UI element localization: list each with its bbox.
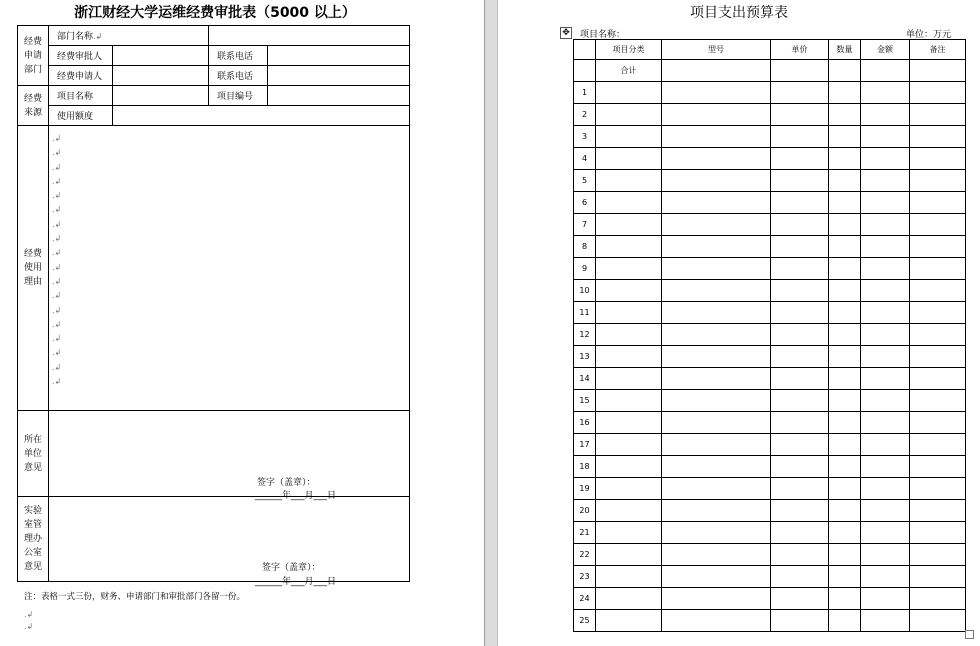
budget-row (574, 324, 966, 346)
budget-cell[interactable] (910, 258, 966, 280)
budget-cell[interactable] (771, 346, 829, 368)
budget-cell[interactable] (829, 434, 861, 456)
budget-row (574, 82, 966, 104)
budget-cell[interactable] (829, 192, 861, 214)
budget-cell[interactable] (596, 302, 662, 324)
budget-cell[interactable] (861, 280, 910, 302)
budget-cell[interactable] (829, 214, 861, 236)
budget-cell[interactable] (596, 456, 662, 478)
budget-cell[interactable] (662, 104, 771, 126)
budget-row-number: 21 (574, 522, 596, 544)
budget-cell[interactable] (771, 500, 829, 522)
budget-cell[interactable] (596, 390, 662, 412)
budget-row (574, 500, 966, 522)
budget-cell[interactable] (662, 236, 771, 258)
amount-field[interactable] (113, 106, 410, 126)
budget-header-cell: 备注 (910, 40, 966, 60)
budget-cell[interactable] (861, 544, 910, 566)
project-name-field[interactable] (113, 86, 209, 106)
budget-cell[interactable] (596, 500, 662, 522)
approval-form-table (17, 25, 410, 582)
budget-cell[interactable] (861, 500, 910, 522)
budget-total-index (574, 60, 596, 82)
budget-cell[interactable] (596, 478, 662, 500)
project-no-label: 项目编号 (209, 86, 268, 106)
budget-cell[interactable] (861, 148, 910, 170)
budget-header-index (574, 40, 596, 60)
budget-cell[interactable] (910, 434, 966, 456)
budget-cell[interactable] (861, 368, 910, 390)
budget-cell[interactable] (662, 566, 771, 588)
budget-cell[interactable] (771, 588, 829, 610)
budget-cell[interactable] (596, 346, 662, 368)
budget-row (574, 434, 966, 456)
budget-title: 项目支出预算表 (690, 5, 788, 21)
budget-cell[interactable] (829, 478, 861, 500)
budget-cell[interactable] (861, 566, 910, 588)
budget-row (574, 522, 966, 544)
budget-cell[interactable] (662, 324, 771, 346)
budget-cell[interactable] (910, 236, 966, 258)
budget-cell[interactable] (662, 478, 771, 500)
budget-cell[interactable] (861, 346, 910, 368)
budget-total-label: 合计 (596, 60, 662, 82)
budget-table (573, 39, 966, 632)
budget-cell[interactable] (910, 126, 966, 148)
budget-cell[interactable] (771, 368, 829, 390)
budget-row (574, 390, 966, 412)
budget-cell[interactable] (771, 302, 829, 324)
budget-cell[interactable] (662, 148, 771, 170)
budget-cell[interactable] (596, 566, 662, 588)
budget-cell[interactable] (910, 566, 966, 588)
budget-header-cell: 项目分类 (596, 40, 662, 60)
budget-row (574, 368, 966, 390)
budget-cell[interactable] (771, 412, 829, 434)
budget-cell[interactable] (861, 478, 910, 500)
budget-cell[interactable] (910, 104, 966, 126)
budget-cell[interactable] (829, 258, 861, 280)
budget-cell[interactable] (861, 324, 910, 346)
budget-cell[interactable] (910, 610, 966, 632)
budget-cell[interactable] (596, 214, 662, 236)
budget-cell[interactable] (771, 236, 829, 258)
budget-cell[interactable] (861, 170, 910, 192)
budget-cell[interactable] (829, 368, 861, 390)
budget-cell[interactable] (829, 280, 861, 302)
budget-cell[interactable] (662, 82, 771, 104)
budget-cell[interactable] (596, 324, 662, 346)
budget-cell[interactable] (861, 192, 910, 214)
budget-cell[interactable] (910, 544, 966, 566)
budget-cell[interactable] (910, 478, 966, 500)
budget-cell[interactable] (662, 500, 771, 522)
budget-total-row (574, 60, 966, 82)
budget-cell[interactable] (861, 258, 910, 280)
budget-row-number: 17 (574, 434, 596, 456)
budget-cell[interactable] (596, 588, 662, 610)
budget-row-number: 7 (574, 214, 596, 236)
budget-cell[interactable] (596, 236, 662, 258)
budget-row (574, 148, 966, 170)
budget-cell[interactable] (662, 126, 771, 148)
budget-cell[interactable] (910, 346, 966, 368)
budget-row (574, 126, 966, 148)
budget-cell[interactable] (596, 104, 662, 126)
budget-row-number: 2 (574, 104, 596, 126)
project-name-label: 项目名称 (49, 86, 113, 106)
reason-field[interactable] (49, 126, 410, 411)
budget-cell[interactable] (829, 610, 861, 632)
budget-cell[interactable] (771, 478, 829, 500)
unit-date-line: ______年___月___日 (255, 491, 337, 501)
budget-cell[interactable] (829, 346, 861, 368)
budget-row-number: 25 (574, 610, 596, 632)
budget-row (574, 456, 966, 478)
budget-header-cell: 单价 (771, 40, 829, 60)
budget-cell[interactable] (910, 588, 966, 610)
page-gutter (484, 0, 498, 646)
budget-cell[interactable] (910, 390, 966, 412)
budget-cell[interactable] (596, 412, 662, 434)
source-label: 经费来源 (18, 86, 49, 126)
budget-cell[interactable] (910, 82, 966, 104)
page-left: 浙江财经大学运维经费审批表（5000 以上） 经费申请部门 部门名称.↲ 经费审批人 联系电话 经费申请人 联系电话 经费来源 项目名称 项目编号 使用额度 经费使用理由 所在单位意见 实验室管理办公室意见 .↲ .↲ .↲ .↲ .↲ .↲ .↲ .↲ .↲ .↲ .↲ .↲ .↲ .↲ .↲ .↲ .↲ .↲ 签字（盖章）： ______年___月___日 签字（盖章）： ______年___月___日 注：表格一式三份，财务、申请部门和审批部门各留一份。 .↲ .↲ (0, 0, 484, 646)
budget-cell[interactable] (771, 126, 829, 148)
budget-cell[interactable] (829, 588, 861, 610)
budget-cell[interactable] (662, 280, 771, 302)
budget-cell[interactable] (662, 412, 771, 434)
budget-cell[interactable] (829, 82, 861, 104)
budget-row-number: 6 (574, 192, 596, 214)
budget-cell[interactable] (596, 368, 662, 390)
budget-cell[interactable] (771, 60, 829, 82)
budget-cell[interactable] (910, 368, 966, 390)
budget-cell[interactable] (662, 302, 771, 324)
budget-row (574, 170, 966, 192)
approver-label: 经费审批人 (49, 46, 113, 66)
budget-row-number: 20 (574, 500, 596, 522)
budget-cell[interactable] (829, 324, 861, 346)
budget-cell[interactable] (662, 544, 771, 566)
budget-cell[interactable] (771, 434, 829, 456)
budget-cell[interactable] (829, 456, 861, 478)
budget-row-number: 1 (574, 82, 596, 104)
budget-row (574, 280, 966, 302)
budget-row-number: 12 (574, 324, 596, 346)
budget-row-number: 24 (574, 588, 596, 610)
budget-row-number: 22 (574, 544, 596, 566)
budget-cell[interactable] (771, 456, 829, 478)
budget-cell[interactable] (771, 192, 829, 214)
unit-opinion-field[interactable] (49, 411, 410, 497)
unit-sign-label: 签字（盖章）： (257, 478, 316, 488)
budget-row-number: 16 (574, 412, 596, 434)
budget-cell[interactable] (771, 610, 829, 632)
budget-row (574, 478, 966, 500)
budget-row-number: 8 (574, 236, 596, 258)
unit-opinion-label: 所在单位意见 (18, 411, 49, 497)
budget-row (574, 258, 966, 280)
budget-cell[interactable] (861, 610, 910, 632)
budget-cell[interactable] (662, 170, 771, 192)
budget-row (574, 588, 966, 610)
budget-cell[interactable] (596, 82, 662, 104)
budget-cell[interactable] (596, 148, 662, 170)
budget-cell[interactable] (910, 192, 966, 214)
budget-cell[interactable] (910, 500, 966, 522)
budget-cell[interactable] (771, 214, 829, 236)
budget-cell[interactable] (662, 346, 771, 368)
budget-cell[interactable] (771, 324, 829, 346)
budget-row (574, 236, 966, 258)
budget-row (574, 544, 966, 566)
project-no-field[interactable] (268, 86, 410, 106)
budget-cell[interactable] (861, 82, 910, 104)
budget-cell[interactable] (662, 368, 771, 390)
budget-cell[interactable] (771, 280, 829, 302)
budget-row (574, 412, 966, 434)
budget-cell[interactable] (861, 390, 910, 412)
budget-cell[interactable] (662, 610, 771, 632)
amount-label: 使用额度 (49, 106, 113, 126)
budget-cell[interactable] (596, 280, 662, 302)
approver-field[interactable] (113, 46, 209, 66)
budget-cell[interactable] (829, 566, 861, 588)
budget-cell[interactable] (861, 104, 910, 126)
budget-cell[interactable] (662, 60, 771, 82)
budget-cell[interactable] (662, 522, 771, 544)
budget-cell[interactable] (771, 544, 829, 566)
dept-name-label: 部门名称.↲ (49, 26, 209, 46)
budget-cell[interactable] (829, 500, 861, 522)
budget-cell[interactable] (596, 544, 662, 566)
budget-cell[interactable] (829, 390, 861, 412)
form-title: 浙江财经大学运维经费审批表（5000 以上） (74, 5, 356, 21)
budget-row-number: 5 (574, 170, 596, 192)
table-move-handle-icon[interactable]: ✥ (560, 27, 572, 39)
budget-cell[interactable] (771, 566, 829, 588)
budget-cell[interactable] (829, 302, 861, 324)
budget-cell[interactable] (829, 104, 861, 126)
budget-row (574, 346, 966, 368)
budget-cell[interactable] (596, 258, 662, 280)
budget-header-cell: 数量 (829, 40, 861, 60)
budget-cell[interactable] (829, 126, 861, 148)
reason-label: 经费使用理由 (18, 126, 49, 411)
budget-row-number: 3 (574, 126, 596, 148)
budget-cell[interactable] (771, 82, 829, 104)
paragraph-marks: .↲ .↲ .↲ .↲ .↲ .↲ .↲ .↲ .↲ .↲ .↲ .↲ .↲ .↲ .↲ .↲ .↲ .↲ (52, 134, 62, 387)
budget-cell[interactable] (662, 390, 771, 412)
applicant-field[interactable] (113, 66, 209, 86)
form-note: 注：表格一式三份，财务、申请部门和审批部门各留一份。 (24, 592, 246, 602)
budget-cell[interactable] (771, 390, 829, 412)
lab-date-line: ______年___月___日 (255, 577, 337, 587)
budget-cell[interactable] (861, 126, 910, 148)
budget-row-number: 4 (574, 148, 596, 170)
budget-cell[interactable] (910, 324, 966, 346)
applicant-label: 经费申请人 (49, 66, 113, 86)
budget-cell[interactable] (910, 148, 966, 170)
budget-cell[interactable] (771, 170, 829, 192)
budget-project-name-label: 项目名称： (580, 30, 626, 40)
budget-cell[interactable] (910, 302, 966, 324)
budget-row-number: 15 (574, 390, 596, 412)
budget-cell[interactable] (829, 148, 861, 170)
budget-cell[interactable] (596, 522, 662, 544)
budget-cell[interactable] (829, 60, 861, 82)
lab-opinion-label: 实验室管理办公室意见 (18, 497, 49, 582)
budget-row-number: 14 (574, 368, 596, 390)
lab-sign-label: 签字（盖章）： (262, 563, 321, 573)
budget-header-row (574, 40, 966, 60)
dept-name-field[interactable] (209, 26, 410, 46)
budget-cell[interactable] (829, 544, 861, 566)
contact-field-1[interactable] (268, 46, 410, 66)
budget-cell[interactable] (910, 522, 966, 544)
budget-cell[interactable] (771, 148, 829, 170)
budget-cell[interactable] (910, 170, 966, 192)
contact-label-1: 联系电话 (209, 46, 268, 66)
budget-row-number: 11 (574, 302, 596, 324)
budget-cell[interactable] (771, 258, 829, 280)
budget-cell[interactable] (861, 412, 910, 434)
budget-cell[interactable] (771, 104, 829, 126)
budget-cell[interactable] (861, 60, 910, 82)
budget-row (574, 610, 966, 632)
page-right (498, 0, 980, 646)
budget-cell[interactable] (596, 610, 662, 632)
budget-row-number: 23 (574, 566, 596, 588)
budget-cell[interactable] (829, 412, 861, 434)
budget-cell[interactable] (910, 60, 966, 82)
lab-opinion-field[interactable] (49, 497, 410, 582)
budget-cell[interactable] (910, 280, 966, 302)
budget-cell[interactable] (861, 456, 910, 478)
budget-row-number: 10 (574, 280, 596, 302)
budget-cell[interactable] (596, 170, 662, 192)
budget-cell[interactable] (662, 214, 771, 236)
budget-cell[interactable] (662, 258, 771, 280)
budget-cell[interactable] (662, 456, 771, 478)
budget-cell[interactable] (596, 192, 662, 214)
budget-cell[interactable] (910, 412, 966, 434)
budget-cell[interactable] (596, 434, 662, 456)
budget-cell[interactable] (861, 434, 910, 456)
budget-cell[interactable] (910, 456, 966, 478)
budget-cell[interactable] (910, 214, 966, 236)
budget-row-number: 19 (574, 478, 596, 500)
contact-field-2[interactable] (268, 66, 410, 86)
budget-cell[interactable] (861, 522, 910, 544)
budget-cell[interactable] (662, 434, 771, 456)
budget-row (574, 104, 966, 126)
budget-cell[interactable] (861, 588, 910, 610)
budget-cell[interactable] (829, 522, 861, 544)
budget-header-cell: 金额 (861, 40, 910, 60)
budget-cell[interactable] (861, 214, 910, 236)
applicant-dept-label: 经费申请部门 (18, 26, 49, 86)
budget-unit-label: 单位：万元 (906, 30, 952, 40)
budget-header-cell: 型号 (662, 40, 771, 60)
budget-cell[interactable] (861, 236, 910, 258)
budget-cell[interactable] (829, 170, 861, 192)
budget-cell[interactable] (596, 126, 662, 148)
budget-row (574, 302, 966, 324)
budget-row (574, 192, 966, 214)
budget-row (574, 566, 966, 588)
budget-row-number: 13 (574, 346, 596, 368)
budget-cell[interactable] (771, 522, 829, 544)
budget-row-number: 9 (574, 258, 596, 280)
budget-cell[interactable] (829, 236, 861, 258)
budget-row-number: 18 (574, 456, 596, 478)
contact-label-2: 联系电话 (209, 66, 268, 86)
budget-cell[interactable] (662, 192, 771, 214)
budget-cell[interactable] (662, 588, 771, 610)
budget-row (574, 214, 966, 236)
table-resize-handle-icon[interactable] (965, 630, 974, 639)
budget-cell[interactable] (861, 302, 910, 324)
